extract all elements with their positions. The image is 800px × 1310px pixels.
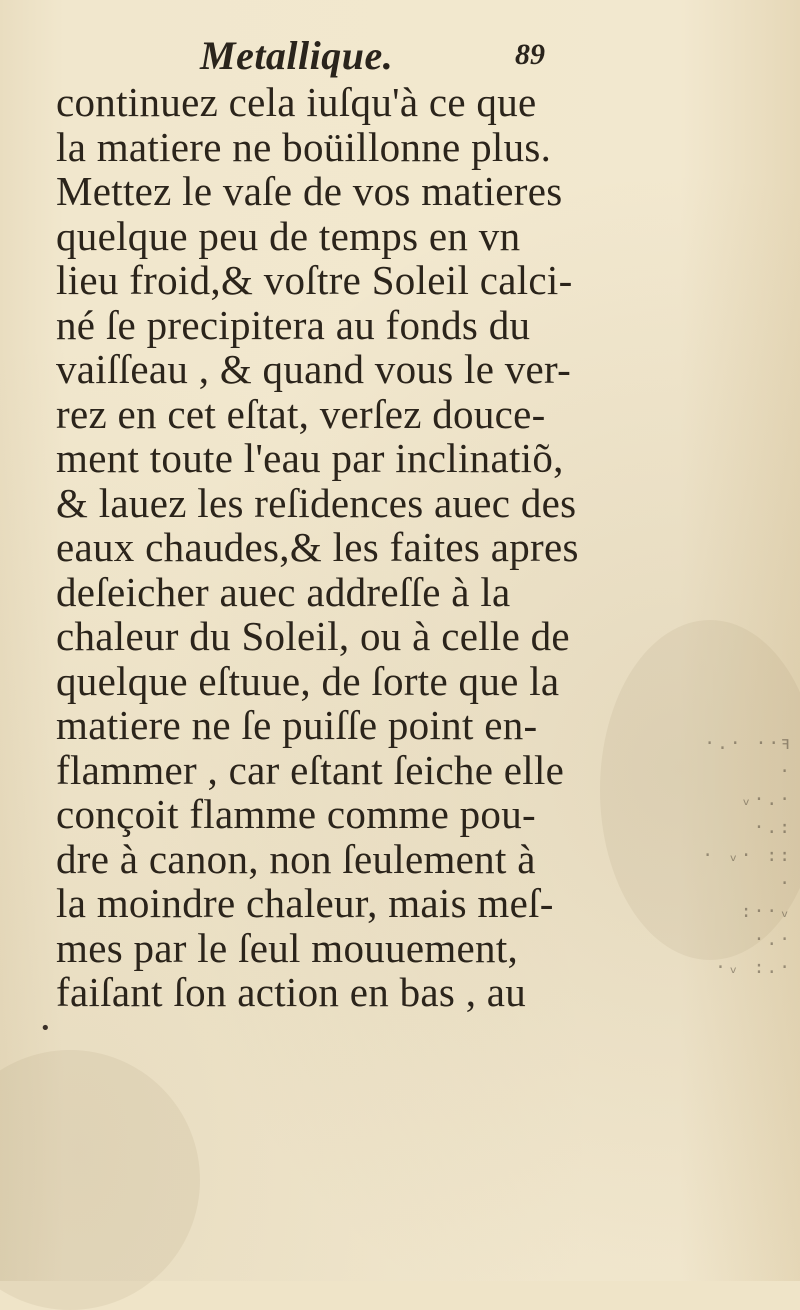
text-line: la moindre chaleur, mais meſ- [56,880,554,926]
text-line: la matiere ne boüillonne plus. [56,123,552,170]
text-line: chaleur du Soleil, ou à celle de [56,613,570,659]
page-number: 89 [515,38,545,71]
text-line: mes par le ſeul mouuement, [56,924,519,971]
text-line: Mettez le vaſe de vos matieres [56,168,563,214]
text-line: deſeicher auec addreſſe à la [56,568,511,615]
running-title: Metallique. [200,33,394,78]
text-line: quelque peu de temps en vn [56,212,521,259]
bleed-line: ᵥ··: ·.· [738,901,790,950]
text-line: vaiſſeau , & quand vous le ver- [56,346,572,392]
bleed-line: :: ·ᵥ · · [700,845,790,894]
text-line: quelque eſtuue, de ſorte que la [56,657,560,704]
text-line: dre à canon, non ſeulement à [56,835,536,882]
text-line: & lauez les reſidences auec des [56,479,577,526]
text-line: ment toute l'eau par inclinatiõ, [56,435,564,481]
text-line: né ſe precipitera au fonds du [56,301,531,348]
bleed-line: ·.: ᵥ· [712,957,790,978]
bleed-line: ·.·ᵥ :.· [738,789,790,838]
text-line: flammer , car eſtant ſeiche elle [56,746,565,793]
bleed-line: ꜰ·· ·.· · [702,733,790,782]
text-line: rez en cet eſtat, verſez douce- [56,390,546,437]
text-line: conçoit flamme comme pou- [56,791,536,837]
body-text [56,80,616,1015]
text-line: faiſant ſon action en bas , au [56,969,527,1015]
text-line: continuez cela iuſqu'à ce que [56,79,537,125]
bleed-through-text [690,730,790,978]
margin-mark: • [40,1018,51,1039]
text-line: lieu froid,& voſtre Soleil calci- [56,257,573,303]
text-line: eaux chaudes,& les faites apres [56,524,579,570]
text-line: matiere ne ſe puiſſe point en- [56,702,538,748]
paper-stain [0,1050,200,1310]
